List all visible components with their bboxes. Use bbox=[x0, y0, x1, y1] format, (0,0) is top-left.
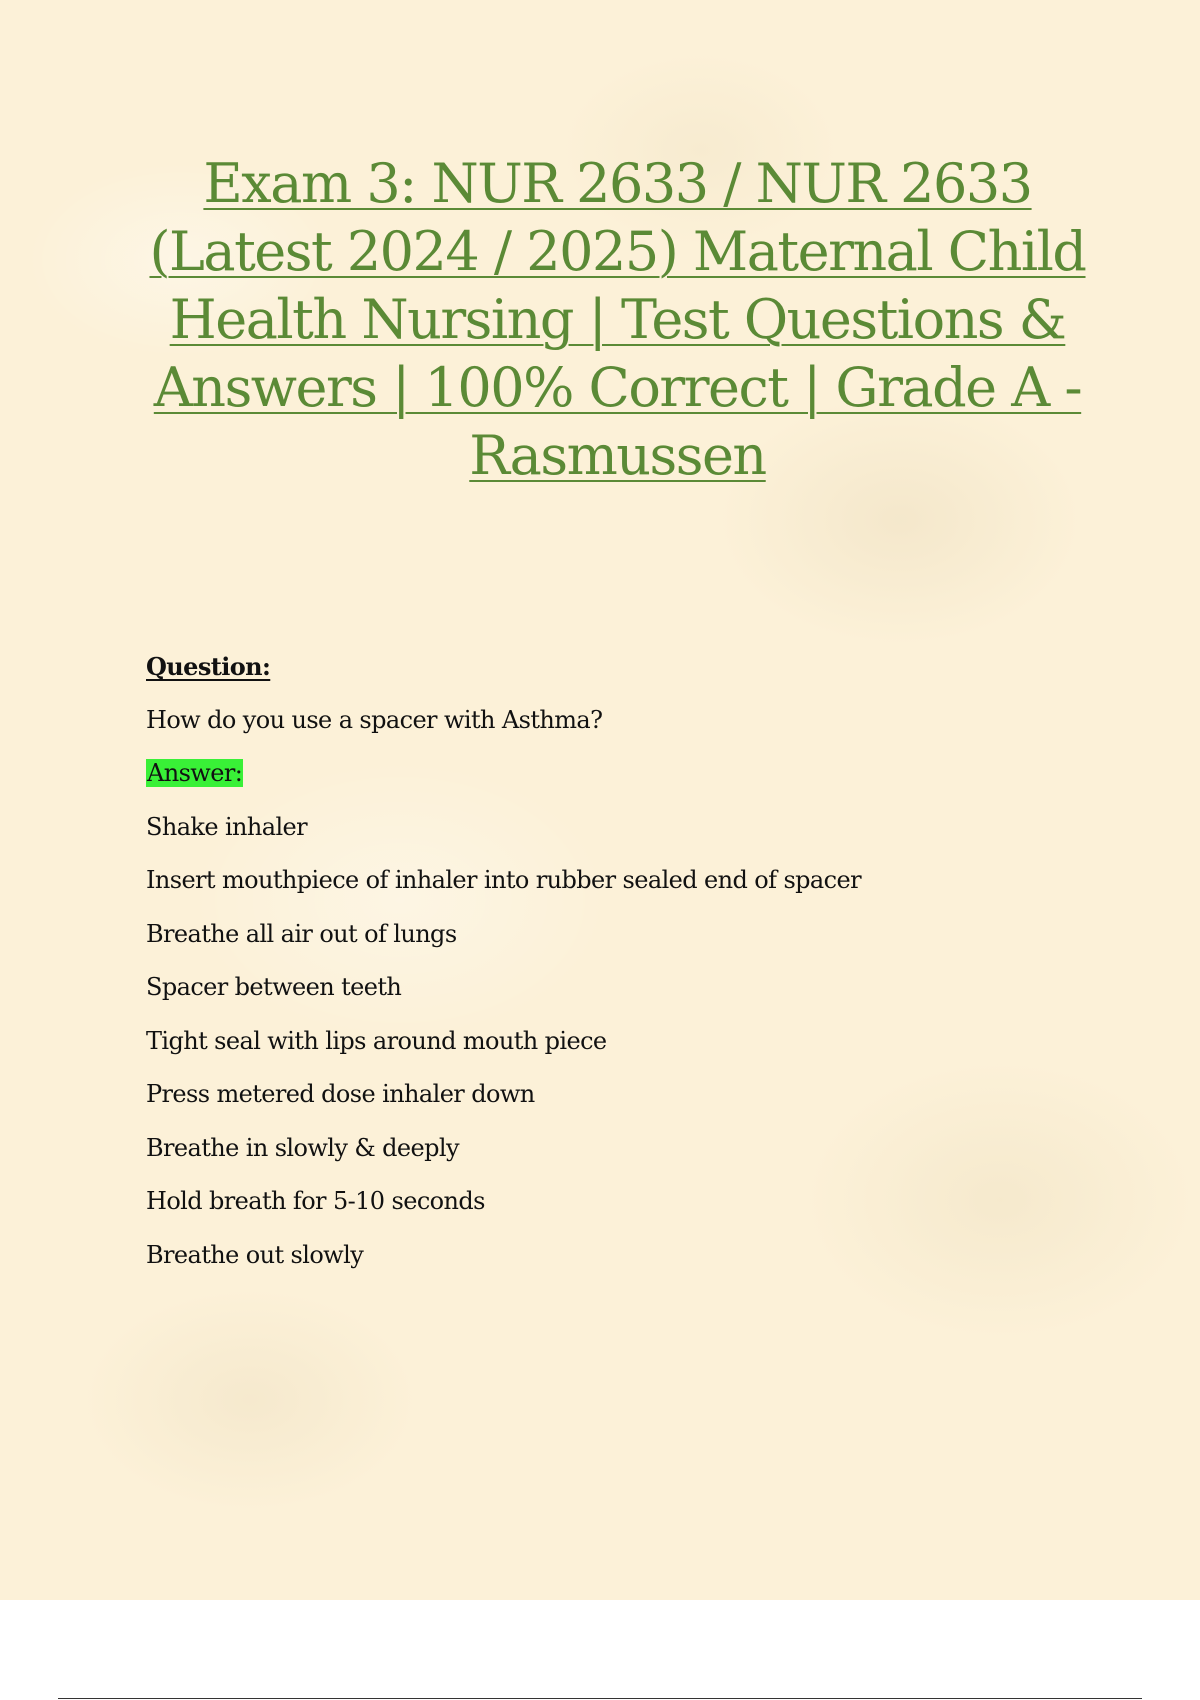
answer-label: Answer: bbox=[147, 759, 243, 787]
footer-divider bbox=[58, 1698, 1142, 1699]
question-answer-block bbox=[146, 640, 1106, 1282]
answer-step: Hold breath for 5-10 seconds bbox=[146, 1187, 485, 1215]
answer-step: Breathe in slowly & deeply bbox=[146, 1133, 459, 1162]
answer-step: Press metered dose inhaler down bbox=[146, 1080, 535, 1108]
question-label: Question: bbox=[146, 652, 271, 681]
question-label-line bbox=[146, 640, 1106, 694]
document-title: Exam 3: NUR 2633 / NUR 2633 (Latest 2024 / 2025) Maternal Child Health Nursing | Test Questions & Answers | 100% Correct | Grade A - Rasmussen bbox=[149, 152, 1086, 487]
question-text: How do you use a spacer with Asthma? bbox=[146, 705, 603, 734]
answer-step: Tight seal with lips around mouth piece bbox=[146, 1026, 607, 1055]
answer-label-line bbox=[146, 747, 1106, 801]
answer-step: Shake inhaler bbox=[146, 812, 308, 841]
answer-step: Spacer between teeth bbox=[146, 973, 402, 1001]
answer-step: Insert mouthpiece of inhaler into rubber sealed end of spacer bbox=[146, 866, 861, 894]
answer-step: Breathe out slowly bbox=[146, 1240, 364, 1269]
answer-step: Breathe all air out of lungs bbox=[146, 919, 457, 948]
